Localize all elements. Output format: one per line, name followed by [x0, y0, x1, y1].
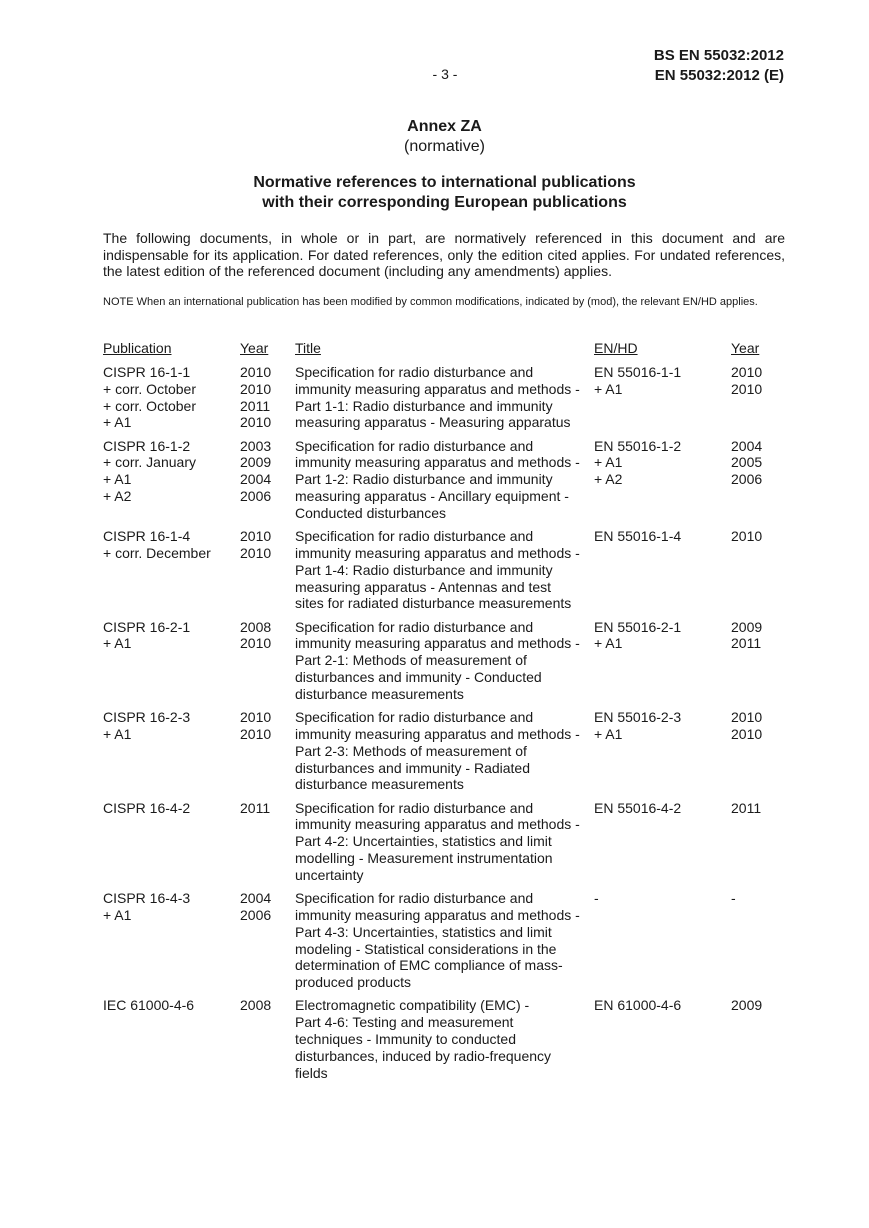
- cell-publication: [103, 709, 190, 743]
- cell-year: [240, 364, 271, 431]
- cell-year-line: 2008: [240, 618, 272, 635]
- cell-en-hd: [594, 890, 599, 907]
- annex-title: Annex ZA: [407, 118, 482, 135]
- cell-year-line: 2009: [240, 454, 272, 471]
- cell-en-year: [731, 438, 762, 488]
- cell-en-hd-line: + A1: [594, 725, 623, 742]
- cell-en-hd: [594, 800, 681, 817]
- cell-publication: [103, 800, 190, 817]
- cell-title: [295, 364, 595, 431]
- cell-publication-line: + A1: [103, 906, 132, 923]
- cell-title-line: fields: [295, 1064, 328, 1081]
- cell-title-line: Specification for radio disturbance and: [295, 709, 534, 726]
- cell-publication-line: CISPR 16-4-2: [103, 799, 191, 816]
- cell-en-year-line: 2010: [731, 528, 763, 545]
- cell-title-line: measuring apparatus - Antennas and test: [295, 578, 552, 595]
- cell-title-line: Specification for radio disturbance and: [295, 799, 534, 816]
- cell-year-line: 2010: [240, 414, 272, 431]
- page-number: - 3 -: [432, 66, 458, 82]
- cell-en-year: [731, 709, 762, 743]
- cell-year: [240, 438, 271, 505]
- cell-title-line: Part 4-3: Uncertainties, statistics and limit: [295, 923, 552, 940]
- cell-publication-line: CISPR 16-4-3: [103, 890, 191, 907]
- section-heading-line-2: with their corresponding European publications: [262, 194, 627, 211]
- cell-publication: [103, 619, 190, 653]
- cell-year-line: 2003: [240, 437, 272, 454]
- cell-year-line: 2006: [240, 488, 272, 505]
- cell-title-line: Specification for radio disturbance and: [295, 364, 534, 380]
- cell-publication-line: + corr. December: [103, 544, 211, 561]
- cell-title: [295, 890, 595, 991]
- table-row: [103, 709, 803, 800]
- cell-en-hd-line: EN 55016-2-1: [594, 618, 682, 635]
- cell-year-line: 2011: [240, 397, 271, 414]
- cell-title-line: Specification for radio disturbance and: [295, 437, 534, 454]
- cell-title-line: Part 1-1: Radio disturbance and immunity: [295, 397, 553, 414]
- cell-title-line: immunity measuring apparatus and methods -: [295, 725, 580, 742]
- cell-en-year: [731, 364, 762, 398]
- cell-publication-line: IEC 61000-4-6: [103, 997, 195, 1014]
- cell-publication-line: CISPR 16-2-3: [103, 709, 191, 726]
- cell-en-year-line: -: [731, 890, 736, 907]
- cell-en-year: [731, 997, 762, 1014]
- table-header: [103, 340, 803, 364]
- cell-year-line: 2004: [240, 471, 272, 488]
- cell-en-hd-line: EN 55016-1-1: [594, 364, 682, 380]
- cell-en-hd: [594, 709, 681, 743]
- cell-title: [295, 997, 595, 1081]
- cell-title-line: produced products: [295, 974, 411, 991]
- table-row: [103, 438, 803, 529]
- cell-year-line: 2010: [240, 635, 272, 652]
- section-heading: [0, 173, 869, 213]
- cell-year: [240, 619, 271, 653]
- references-table: [103, 340, 803, 1088]
- cell-en-hd-line: EN 55016-4-2: [594, 799, 682, 816]
- cell-title-line: Conducted disturbances: [295, 504, 446, 521]
- table-row: [103, 800, 803, 891]
- cell-publication-line: + A1: [103, 471, 132, 488]
- cell-title-line: Part 2-1: Methods of measurement of: [295, 652, 527, 669]
- cell-en-hd-line: EN 61000-4-6: [594, 997, 682, 1014]
- cell-en-year-line: 2004: [731, 437, 763, 454]
- cell-publication-line: + A1: [103, 725, 132, 742]
- cell-publication-line: + corr. October: [103, 397, 196, 414]
- cell-publication-line: CISPR 16-1-4: [103, 528, 191, 545]
- cell-en-year: [731, 800, 761, 817]
- column-header-year: Year: [240, 340, 269, 356]
- cell-title: [295, 619, 595, 703]
- cell-title-line: immunity measuring apparatus and methods -: [295, 454, 580, 471]
- cell-year-line: 2006: [240, 906, 272, 923]
- column-header-en-year: Year: [731, 340, 760, 356]
- cell-title-line: disturbances and immunity - Radiated: [295, 759, 531, 776]
- cell-publication: [103, 528, 211, 562]
- cell-en-hd: [594, 364, 681, 398]
- cell-title-line: disturbance measurements: [295, 776, 464, 793]
- cell-title-line: immunity measuring apparatus and methods -: [295, 635, 580, 652]
- cell-title-line: disturbance measurements: [295, 685, 464, 702]
- column-header-title: Title: [295, 340, 321, 356]
- cell-title-line: Part 4-6: Testing and measurement: [295, 1014, 514, 1031]
- cell-en-year-line: 2009: [731, 618, 763, 635]
- cell-en-year-line: 2011: [731, 635, 762, 652]
- cell-title-line: sites for radiated disturbance measurements: [295, 595, 572, 612]
- cell-en-year-line: 2010: [731, 364, 763, 380]
- cell-en-year: [731, 890, 736, 907]
- cell-year-line: 2010: [240, 380, 272, 397]
- cell-year: [240, 997, 271, 1014]
- cell-en-hd-line: EN 55016-1-4: [594, 528, 682, 545]
- cell-title-line: immunity measuring apparatus and methods -: [295, 906, 580, 923]
- annex-header: [0, 117, 869, 157]
- cell-en-hd: [594, 528, 681, 545]
- cell-publication: [103, 997, 194, 1014]
- annex-subtitle: (normative): [404, 138, 485, 155]
- cell-title-line: disturbances, induced by radio-frequency: [295, 1047, 552, 1064]
- cell-title-line: Electromagnetic compatibility (EMC) -: [295, 997, 530, 1014]
- cell-en-year-line: 2010: [731, 380, 763, 397]
- cell-en-year-line: 2010: [731, 709, 763, 726]
- cell-title-line: modeling - Statistical considerations in the: [295, 940, 557, 957]
- cell-year-line: 2010: [240, 544, 272, 561]
- cell-en-hd-line: + A1: [594, 635, 623, 652]
- cell-publication: [103, 438, 196, 505]
- cell-year-line: 2011: [240, 799, 271, 816]
- table-row: [103, 619, 803, 710]
- cell-title-line: immunity measuring apparatus and methods -: [295, 544, 580, 561]
- cell-en-hd-line: + A1: [594, 380, 623, 397]
- cell-en-year-line: 2011: [731, 799, 762, 816]
- cell-title-line: modelling - Measurement instrumentation: [295, 850, 553, 867]
- cell-title-line: Specification for radio disturbance and: [295, 890, 534, 907]
- column-header-publication: Publication: [103, 340, 172, 356]
- table-body: [103, 364, 803, 1088]
- table-row: [103, 997, 803, 1088]
- cell-year: [240, 528, 271, 562]
- standard-reference-bs: BS EN 55032:2012: [653, 47, 784, 64]
- cell-title-line: immunity measuring apparatus and methods -: [295, 380, 580, 397]
- cell-publication-line: + corr. January: [103, 454, 196, 471]
- cell-year-line: 2010: [240, 709, 272, 726]
- cell-year-line: 2008: [240, 997, 272, 1014]
- cell-title-line: determination of EMC compliance of mass-: [295, 957, 563, 974]
- cell-publication: [103, 364, 196, 431]
- cell-en-hd-line: EN 55016-1-2: [594, 437, 682, 454]
- cell-publication-line: CISPR 16-1-2: [103, 437, 191, 454]
- table-row: [103, 890, 803, 997]
- cell-publication-line: + A1: [103, 414, 132, 431]
- cell-publication: [103, 890, 190, 924]
- standard-reference-en: EN 55032:2012 (E): [654, 67, 784, 84]
- cell-title: [295, 438, 595, 522]
- cell-title-line: disturbances and immunity - Conducted: [295, 669, 542, 686]
- cell-en-year-line: 2010: [731, 725, 763, 742]
- cell-en-year: [731, 619, 762, 653]
- table-row: [103, 528, 803, 619]
- cell-publication-line: + A2: [103, 488, 132, 505]
- cell-year: [240, 709, 271, 743]
- cell-en-hd: [594, 619, 681, 653]
- cell-en-year: [731, 528, 762, 545]
- cell-en-hd-line: EN 55016-2-3: [594, 709, 682, 726]
- cell-title-line: Part 1-2: Radio disturbance and immunity: [295, 471, 553, 488]
- cell-year-line: 2010: [240, 725, 272, 742]
- standard-reference: [654, 46, 784, 86]
- cell-publication-line: CISPR 16-2-1: [103, 618, 191, 635]
- cell-year: [240, 890, 271, 924]
- cell-title: [295, 800, 595, 884]
- cell-en-hd: [594, 438, 681, 488]
- cell-publication-line: + corr. October: [103, 380, 196, 397]
- cell-title: [295, 709, 595, 793]
- cell-en-year-line: 2009: [731, 997, 763, 1014]
- cell-title-line: measuring apparatus - Measuring apparatus: [295, 414, 571, 431]
- cell-title-line: immunity measuring apparatus and methods -: [295, 816, 580, 833]
- section-heading-line-1: Normative references to international publications: [253, 174, 636, 191]
- cell-year-line: 2010: [240, 528, 272, 545]
- cell-title-line: techniques - Immunity to conducted: [295, 1031, 517, 1048]
- cell-title: [295, 528, 595, 612]
- cell-en-hd: [594, 997, 681, 1014]
- cell-year: [240, 800, 270, 817]
- table-row: [103, 364, 803, 438]
- cell-en-year-line: 2005: [731, 454, 763, 471]
- cell-title-line: Part 1-4: Radio disturbance and immunity: [295, 561, 553, 578]
- cell-year-line: 2004: [240, 890, 272, 907]
- cell-publication-line: + A1: [103, 635, 132, 652]
- cell-title-line: Specification for radio disturbance and: [295, 618, 534, 635]
- cell-title-line: uncertainty: [295, 866, 364, 883]
- column-header-en-hd: EN/HD: [594, 340, 638, 356]
- cell-title-line: Part 4-2: Uncertainties, statistics and limit: [295, 833, 552, 850]
- cell-en-hd-line: + A2: [594, 471, 623, 488]
- cell-en-hd-line: -: [594, 890, 599, 907]
- cell-publication-line: CISPR 16-1-1: [103, 364, 191, 380]
- cell-en-year-line: 2006: [731, 471, 763, 488]
- cell-year-line: 2010: [240, 364, 272, 380]
- note-paragraph: NOTE When an international publication has been modified by common modifications, indicated by (mod), the relevant EN/HD applies.: [103, 296, 758, 308]
- intro-paragraph: The following documents, in whole or in part, are normatively referenced in this document and are indispensable for its application. For dated references, only the edition cited applies. For undated references, the latest edition of the referenced document (including any amendments) applies.: [103, 230, 785, 280]
- cell-title-line: Part 2-3: Methods of measurement of: [295, 742, 527, 759]
- cell-en-hd-line: + A1: [594, 454, 623, 471]
- cell-title-line: measuring apparatus - Ancillary equipment -: [295, 488, 569, 505]
- cell-title-line: Specification for radio disturbance and: [295, 528, 534, 545]
